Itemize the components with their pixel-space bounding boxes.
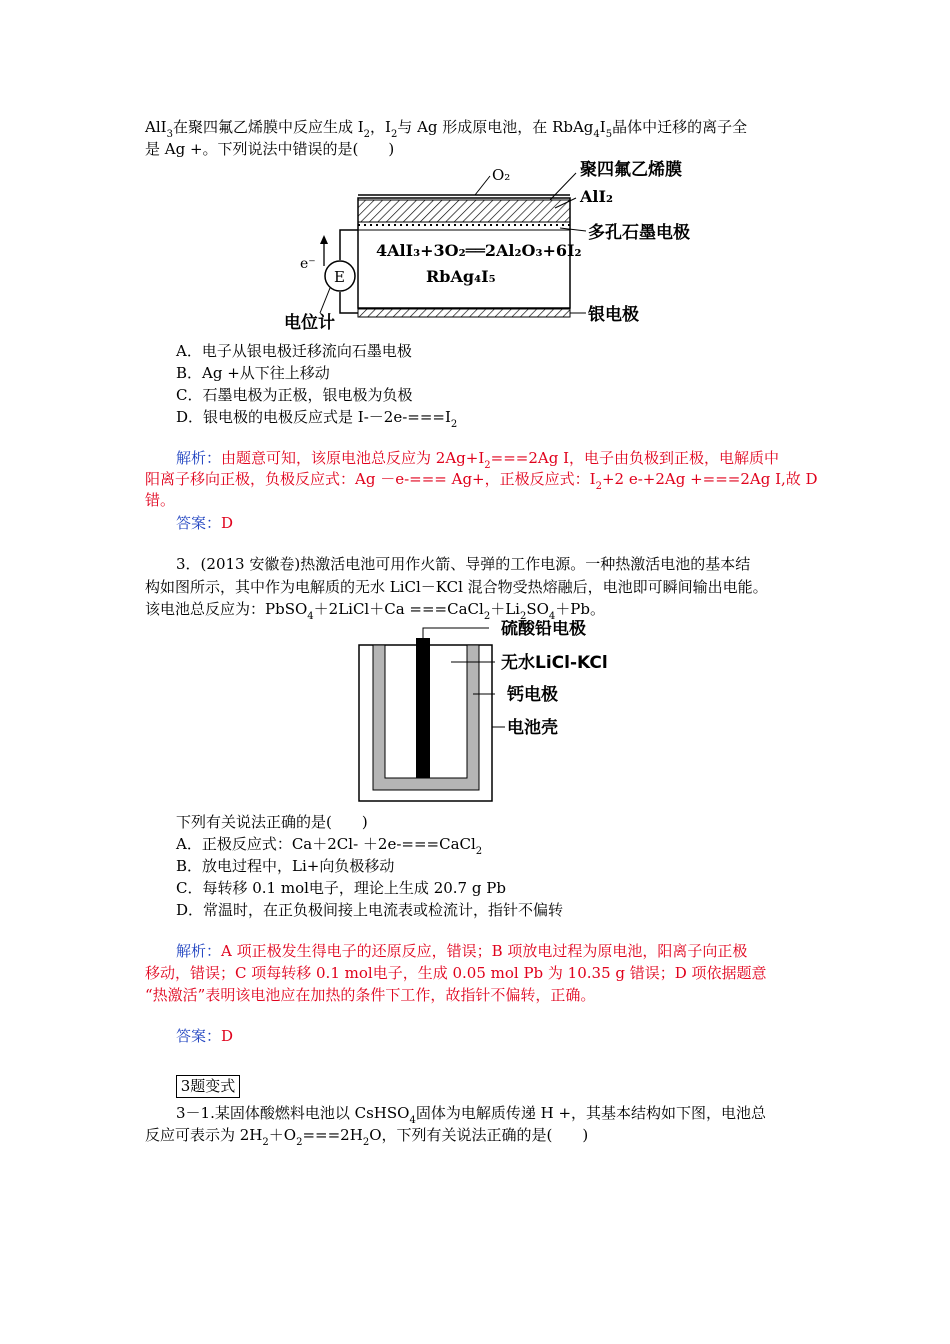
- variant-heading-box: 3题变式: [176, 1075, 240, 1098]
- meter-label: 电位计: [284, 313, 335, 333]
- q2-answer: 答案：D: [176, 514, 234, 532]
- q3-analysis-line-3: “热激活”表明该电池应在加热的条件下工作，故指针不偏转，正确。: [145, 986, 596, 1004]
- o2-label: O₂: [492, 166, 511, 184]
- variant-line-2: 反应可表示为 $2H_2+O_2===2H_2O$，下列有关说法正确的是( ): [145, 1126, 589, 1148]
- q3-option-d: D．常温时，在正负极间接上电流表或检流计，指针不偏转: [176, 901, 564, 919]
- q2-intro-line-1: AlI$_3$在聚四氟乙烯膜中反应生成 $I_2$，$I_2$与 Ag 形成原电池，在 $RbAg_4I_5$晶体中迁移的离子全: [145, 118, 748, 140]
- ptfe-layer: [358, 200, 570, 222]
- q2-analysis-line-3: 错。: [145, 491, 176, 509]
- ca-label: 钙电极: [507, 685, 558, 705]
- q2-option-a: A．电子从银电极迁移流向石墨电极: [176, 342, 412, 360]
- electrolyte-label: RbAg₄I₅: [426, 267, 496, 286]
- q2-option-c: C．石墨电极为正极，银电极为负极: [176, 386, 413, 404]
- graphite-label: 多孔石墨电极: [588, 223, 690, 243]
- q3-option-b: B．放电过程中，Li+向负极移动: [176, 857, 395, 875]
- pbso4-electrode: [416, 638, 430, 778]
- licl-label: 无水LiCl-KCl: [501, 653, 608, 673]
- q3-intro-line-2: 构如图所示，其中作为电解质的无水 LiCl－KCl 混合物受热熔融后，电池即可瞬间输出电能。: [145, 578, 768, 596]
- q2-option-b: B．Ag +从下往上移动: [176, 364, 330, 382]
- shell-label: 电池壳: [507, 718, 558, 738]
- silver-layer: [358, 309, 570, 317]
- q3-analysis-line-2: 移动，错误；C 项每转移 0.1 mol电子，生成 0.05 mol Pb 为 10.35 g 错误；D 项依据题意: [145, 964, 767, 982]
- ali2-label: AlI₂: [580, 187, 613, 206]
- meter-letter: E: [334, 268, 345, 286]
- reaction-equation: 4AlI₃+3O₂══2Al₂O₃+6I₂: [376, 241, 582, 260]
- q2-intro-line-2: 是 Ag +。下列说法中错误的是( ): [145, 140, 395, 158]
- q2-option-d: D．银电极的电极反应式是 $I--2e-===I_2$: [176, 408, 458, 430]
- q3-answer: 答案：D: [176, 1027, 234, 1045]
- q3-option-a: A．正极反应式：Ca＋2Cl- ＋2e-===CaCl$_2$: [176, 835, 483, 857]
- q2-battery-diagram: [280, 158, 720, 338]
- ptfe-label: 聚四氟乙烯膜: [580, 160, 682, 180]
- q2-analysis-line-2: 阳离子移向正极，负极反应式：Ag －e-=== Ag+，正极反应式：$I_2+2$ e-+2Ag +===2Ag I,故 D: [145, 470, 818, 492]
- q2-analysis-line-1: 解析：由题意可知，该原电池总反应为 $2Ag+I_2===2Ag$ I，电子由负极到正极，电解质中: [176, 449, 780, 471]
- q3-intro-line-3: 该电池总反应为：PbSO$_4$＋2LiCl＋Ca $===CaCl_2+Li_2SO_4+Pb$。: [145, 600, 605, 622]
- q3-analysis-line-1: 解析：A 项正极发生得电子的还原反应，错误；B 项放电过程为原电池，阳离子向正极: [176, 942, 748, 960]
- q3-thermal-battery-diagram: [355, 620, 655, 805]
- electron-label: e⁻: [300, 256, 316, 272]
- silver-label: 银电极: [588, 305, 639, 325]
- pbso4-label: 硫酸铅电极: [501, 620, 586, 639]
- q3-intro-line-1: 3．(2013 安徽卷)热激活电池可用作火箭、导弹的工作电源。一种热激活电池的基本结: [176, 555, 751, 573]
- q3-option-c: C．每转移 0.1 mol电子，理论上生成 20.7 g Pb: [176, 879, 506, 897]
- variant-line-1: 3－1.某固体酸燃料电池以 CsHSO$_4$固体为电解质传递 H +，其基本结构如下图，电池总: [176, 1104, 767, 1126]
- q3-stem: 下列有关说法正确的是( ): [176, 813, 368, 831]
